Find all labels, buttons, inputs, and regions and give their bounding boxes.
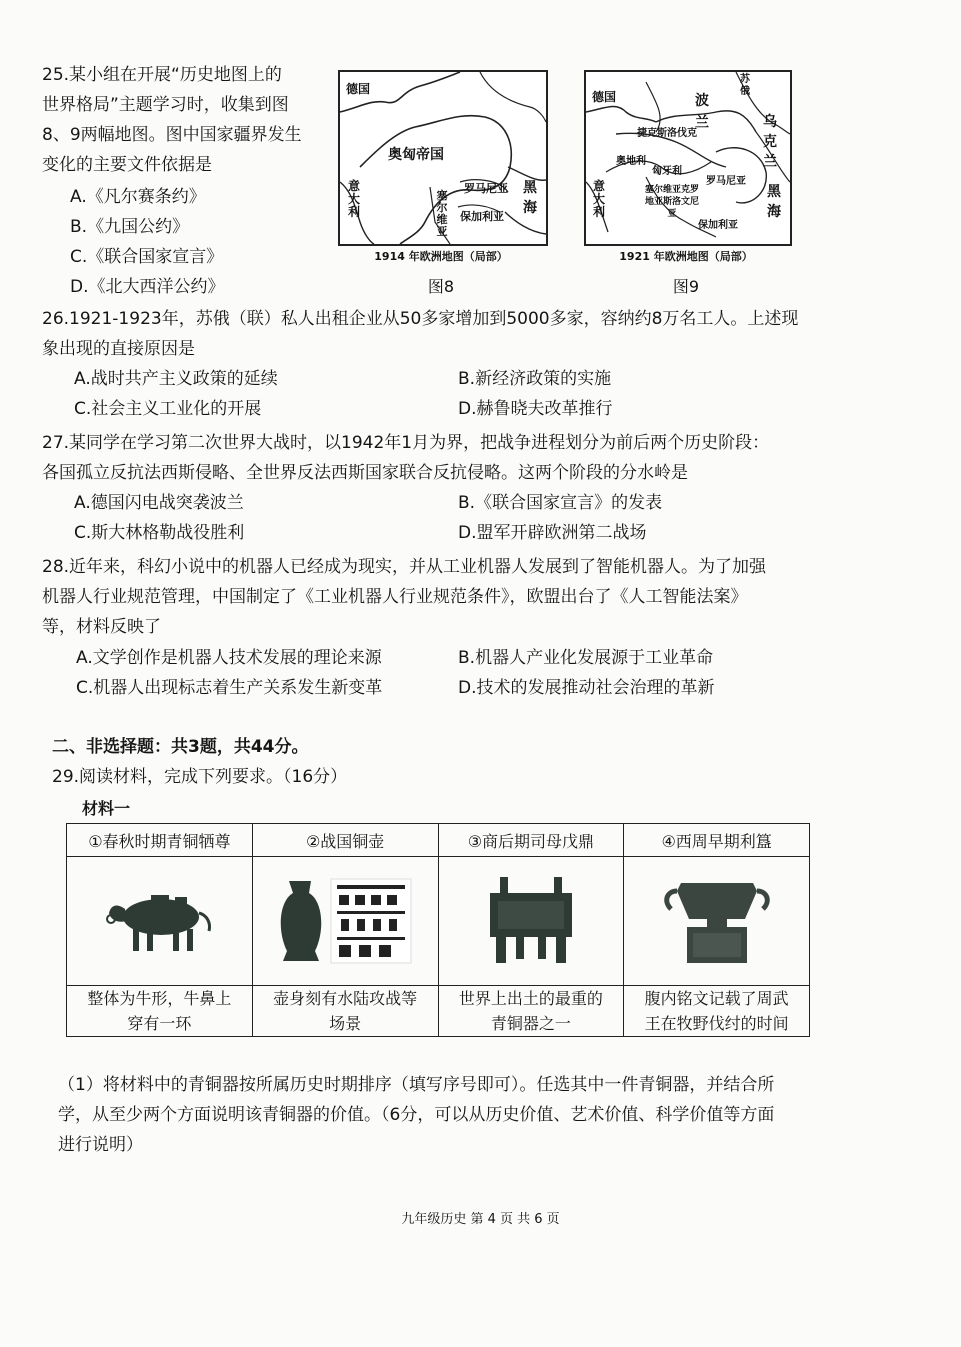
map9-label-romania: 罗马尼亚 <box>706 176 746 187</box>
image-cell-4 <box>624 857 810 986</box>
table-header-1: ①春秋时期青铜牺尊 <box>67 824 253 857</box>
q28-option-d[interactable]: D.技术的发展推动社会治理的革新 <box>458 678 715 698</box>
q28-option-b[interactable]: B.机器人产业化发展源于工业革命 <box>458 648 714 668</box>
desc-1-line-1: 整体为牛形，牛鼻上 <box>87 989 232 1008</box>
material-1-label: 材料一 <box>82 799 131 818</box>
q25-line-1: 25.某小组在开展“历史地图上的 <box>42 65 282 85</box>
figure-8-label: 图8 <box>427 277 455 296</box>
map8-label-serbia: 塞尔维亚 <box>436 189 448 238</box>
q29-sub1-line-1: （1）将材料中的青铜器按所属历史时期排序（填写序号即可）。任选其中一件青铜器，并结合所 <box>58 1075 775 1095</box>
table-header-4: ④西周早期利簋 <box>624 824 810 857</box>
image-cell-2 <box>252 857 438 986</box>
map8-label-germany: 德国 <box>346 82 371 96</box>
map8-caption: 1914 年欧洲地图（局部） <box>374 250 508 263</box>
table-header-3: ③商后期司母戊鼎 <box>438 824 624 857</box>
desc-1-line-2: 穿有一环 <box>127 1014 192 1033</box>
map9-label-hungary: 匈牙利 <box>652 166 682 177</box>
table-desc-3 <box>438 986 624 1037</box>
image-cell-3 <box>438 857 624 986</box>
desc-3-line-2: 青铜器之一 <box>490 1014 571 1033</box>
li-gui-image <box>657 871 777 967</box>
desc-4-line-2: 王在牧野伐纣的时间 <box>644 1014 789 1033</box>
q26-option-a[interactable]: A.战时共产主义政策的延续 <box>74 369 278 389</box>
q28-line-3: 等，材料反映了 <box>42 617 161 637</box>
table-desc-2 <box>252 986 438 1037</box>
q25-option-a[interactable]: A.《凡尔赛条约》 <box>70 187 206 207</box>
map8-label-austria-hungary: 奥匈帝国 <box>388 147 444 163</box>
section-2-heading: 二、非选择题：共3题，共44分。 <box>52 737 309 757</box>
map9-label-bulgaria: 保加利亚 <box>698 220 738 231</box>
q27-option-d[interactable]: D.盟军开辟欧洲第二战场 <box>458 523 647 543</box>
q29-sub1-line-3: 进行说明） <box>58 1135 143 1155</box>
q28-option-a[interactable]: A.文学创作是机器人技术发展的理论来源 <box>76 648 382 668</box>
q25-option-b[interactable]: B.《九国公约》 <box>70 217 190 237</box>
q27-option-c[interactable]: C.斯大林格勒战役胜利 <box>74 523 245 543</box>
q25-line-2: 世界格局”主题学习时，收集到图 <box>42 95 289 115</box>
map9-label-black-sea: 黑海 <box>767 184 781 220</box>
desc-4-line-1: 腹内铭文记载了周武 <box>644 989 789 1008</box>
desc-2-line-2: 场景 <box>329 1014 362 1033</box>
map9-label-czechoslovakia: 捷克斯洛伐克 <box>637 128 697 139</box>
desc-2-line-1: 壶身刻有水陆攻战等 <box>273 989 418 1008</box>
image-cell-1 <box>67 857 253 986</box>
map8-label-italy: 意大利 <box>347 179 360 219</box>
map-1921 <box>584 70 792 246</box>
map9-label-germany: 德国 <box>592 90 617 104</box>
page-footer: 九年级历史 第 4 页 共 6 页 <box>401 1212 560 1227</box>
q26-line-1: 26.1921-1923年，苏俄（联）私人出租企业从50多家增加到5000多家，容纳约8万名工人。上述现 <box>42 309 799 329</box>
q27-option-b[interactable]: B.《联合国家宣言》的发表 <box>458 493 663 513</box>
map8-label-black-sea: 黑海 <box>523 180 537 216</box>
q27-option-a[interactable]: A.德国闪电战突袭波兰 <box>74 493 244 513</box>
map9-label-italy: 意大利 <box>592 179 605 219</box>
q27-line-2: 各国孤立反抗法西斯侵略、全世界反法西斯国家联合反抗侵略。这两个阶段的分水岭是 <box>42 463 688 483</box>
q28-line-1: 28.近年来，科幻小说中的机器人已经成为现实，并从工业机器人发展到了智能机器人。为了加强 <box>42 557 767 577</box>
q28-option-c[interactable]: C.机器人出现标志着生产关系发生新变革 <box>76 678 383 698</box>
q27-line-1: 27.某同学在学习第二次世界大战时，以1942年1月为界，把战争进程划分为前后两个历史阶段： <box>42 433 770 453</box>
q26-option-c[interactable]: C.社会主义工业化的开展 <box>74 399 262 419</box>
bronze-hu-image <box>275 871 415 967</box>
q25-line-4: 变化的主要文件依据是 <box>42 155 212 175</box>
simuwu-ding-image <box>476 871 586 967</box>
bronze-artifacts-table <box>66 823 810 1037</box>
map9-label-kingdom-scs: 塞尔维亚克罗地亚斯洛文尼亚 <box>644 185 699 219</box>
map9-label-austria: 奥地利 <box>616 156 646 167</box>
q25-option-c[interactable]: C.《联合国家宣言》 <box>70 247 224 267</box>
q25-line-3: 8、9两幅地图。图中国家疆界发生 <box>42 125 302 145</box>
table-header-2: ②战国铜壶 <box>252 824 438 857</box>
table-desc-1 <box>67 986 253 1037</box>
q29-sub1-line-2: 学，从至少两个方面说明该青铜器的价值。（6分，可以从历史价值、艺术价值、科学价值等方面 <box>58 1105 775 1125</box>
q26-line-2: 象出现的直接原因是 <box>42 339 195 359</box>
map-1914 <box>338 70 548 246</box>
map9-label-poland: 波兰 <box>695 93 709 131</box>
map9-caption: 1921 年欧洲地图（局部） <box>619 250 753 263</box>
figure-9-label: 图9 <box>672 277 700 296</box>
q26-option-b[interactable]: B.新经济政策的实施 <box>458 369 612 389</box>
table-desc-4 <box>624 986 810 1037</box>
map9-label-ukraine: 乌克兰 <box>763 114 777 170</box>
q29-intro: 29.阅读材料，完成下列要求。（16分） <box>52 767 348 787</box>
map8-label-bulgaria: 保加利亚 <box>460 210 504 223</box>
bronze-ox-zun-image <box>99 879 219 959</box>
desc-3-line-1: 世界上出土的最重的 <box>458 989 603 1008</box>
map8-label-romania: 罗马尼亚 <box>464 182 508 195</box>
q26-option-d[interactable]: D.赫鲁晓夫改革推行 <box>458 399 613 419</box>
q28-line-2: 机器人行业规范管理，中国制定了《工业机器人行业规范条件》，欧盟出台了《人工智能法案》 <box>42 587 748 607</box>
map9-label-soviet-russia: 苏俄 <box>740 74 750 97</box>
q25-option-d[interactable]: D.《北大西洋公约》 <box>70 277 225 297</box>
